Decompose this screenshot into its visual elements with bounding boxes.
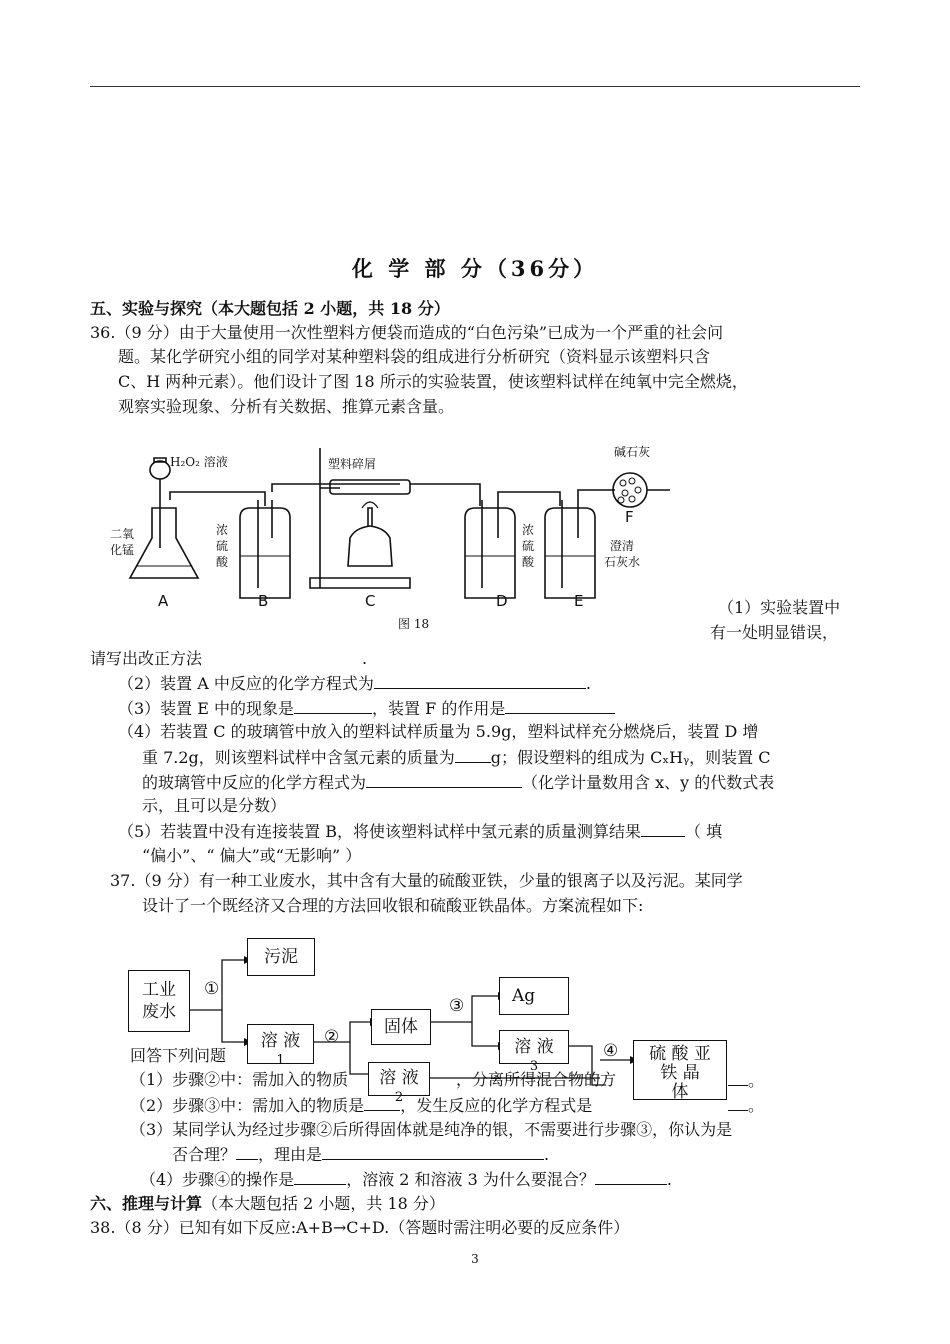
q36-intro-line3: C、H 两种元素）。他们设计了图 18 所示的实验装置，使该塑料试样在纯氧中完全燃烧， [118,372,748,391]
q36-intro-line2: 题。某化学研究小组的同学对某种塑料袋的组成进行分析研究（资料显示该塑料只含 [118,347,711,366]
q36-p4-3b: （化学计量数用含 x、y 的代数式表 [522,773,775,792]
q37-q1-tail [728,1069,764,1092]
q37-q2-b: ，发生反应的化学方程式是 [400,1096,593,1115]
q37-q4-line [140,1168,672,1191]
q37-q4-end: . [666,1170,672,1189]
bottle-d [465,508,515,598]
label-acid-d-2: 硫 [522,539,535,553]
q36-p4-line3 [142,771,774,794]
q36-p1-dot: . [362,649,368,668]
q37-q2-a: （2）步骤③中：需加入的物质是 [130,1096,365,1115]
crystal-line3: 体 [671,1082,689,1102]
q36-p4-line2 [142,746,770,769]
q37-q2-end: 。 [748,1096,765,1115]
q37-q3-1: （3）某同学认为经过步骤②后所得固体就是纯净的银，不需要进行步骤③，你认为是 [130,1120,733,1139]
label-soda-lime: 碱石灰 [614,445,651,459]
answer-blank[interactable] [236,1143,258,1160]
answer-blank[interactable] [294,697,372,714]
q37-q2-line [130,1094,592,1117]
answer-blank[interactable] [366,771,522,788]
section5-heading-rest: （本大题包括 2 小题，共 18 分） [202,299,450,318]
answer-blank[interactable] [595,1168,667,1185]
box-solution-1 [247,1024,314,1068]
label-limewater-2: 石灰水 [604,555,641,569]
figure-caption: 图 18 [398,617,430,631]
section6-heading-bold: 六、推理与计算 [90,1194,203,1213]
q37-q1-b: ，分离所得混合物的方 [456,1070,617,1089]
step-1: ① [204,979,220,999]
q37-intro-1: 37.（9 分）有一种工业废水，其中含有大量的硫酸亚铁，少量的银离子以及污泥。某同学 [110,871,743,890]
q36-p5-c: “偏小”、“ 偏大”或“无影响” ） [142,846,362,865]
box-ag: Ag [499,977,569,1015]
q36-p4-1: （4）若装置 C 的玻璃管中放入的塑料试样质量为 5.9g，塑料试样充分燃烧后，装置 D 增 [118,722,759,741]
q37-q1-end: 。 [748,1071,765,1090]
section6-heading-rest: （本大题包括 2 小题，共 18 分） [202,1194,445,1213]
step-3: ③ [449,996,465,1016]
label-plastic: 塑料碎屑 [328,457,377,471]
letter-a: A [158,592,169,610]
bottle-e [545,508,595,598]
section5-heading-bold: 五、实验与探究 [90,299,203,318]
answer-blank[interactable] [505,697,615,714]
crystal-line1: 硫 酸 亚 [649,1044,711,1064]
crystal-line2: 铁 晶 [660,1063,700,1083]
label-mno2-2: 化锰 [110,543,135,557]
label-limewater-1: 澄清 [610,539,635,553]
box-wastewater [128,970,190,1032]
section5-heading [90,298,450,320]
box-solution-2 [368,1062,430,1105]
label-mno2-1: 二氧 [110,527,135,541]
letter-d: D [496,592,508,610]
q37-intro-2: 设计了一个既经济又合理的方法回收银和硫酸亚铁晶体。方案流程如下: [142,896,644,915]
letter-c: C [365,592,376,610]
label-acid-b-2: 硫 [216,539,229,553]
alcohol-burner [348,526,392,566]
solution2-b: 2 [394,1090,404,1105]
q38-text: 38.（8 分）已知有如下反应:A+B→C+D.（答题时需注明必要的反应条件） [90,1218,630,1237]
answer-blank[interactable] [374,672,586,689]
answer-blank[interactable] [294,1168,346,1185]
bottle-b [240,508,290,598]
q36-p5-a: （5）若装置中没有连接装置 B，将使该塑料试样中氢元素的质量测算结果 [118,822,642,841]
box-sludge: 污泥 [247,938,315,976]
q36-p2: （2）装置 A 中反应的化学方程式为 [118,674,374,693]
q37-q1-a: （1）步骤②中：需加入的物质 [130,1070,349,1089]
q36-p5-b: （ 填 [685,822,723,841]
q36-p5-line [118,820,722,843]
q36-p1-c: 请写出改正方法 [90,649,203,668]
q36-p4-4: 示，且可以是分数） [142,796,287,815]
header-rule [90,86,860,87]
label-acid-b-1: 浓 [216,523,229,537]
q37-q3-end: . [544,1145,550,1164]
solution1-b: 1 [276,1053,285,1068]
answer-blank[interactable] [641,820,685,837]
box-solution-3 [499,1030,569,1074]
q37-q4-a: （4）步骤④的操作是 [140,1170,295,1189]
solution2-a: 溶 液 [379,1068,419,1088]
flask-a [130,508,198,578]
q36-p3-b: ，装置 F 的作用是 [372,699,506,718]
page-number: 3 [471,1252,479,1266]
q37-q4-b: ，溶液 2 和溶液 3 为什么要混合？ [346,1170,595,1189]
q37-q3-2a: 否合理？ [172,1145,237,1164]
combustion-tube [330,480,410,494]
answer-blank[interactable] [322,1143,544,1160]
solution3-b: 3 [529,1059,539,1074]
q36-p4-3a: 的玻璃管中反应的化学方程式为 [142,773,367,792]
solution3-a: 溶 液 [514,1037,554,1057]
step-4: ④ [603,1041,619,1061]
dropping-funnel [150,461,170,479]
letter-e: E [574,592,584,610]
answer-blank[interactable] [728,1094,748,1111]
q36-p4-2b: g；假设塑料的组成为 CₓHᵧ，则装置 C [490,748,771,767]
apparatus-figure [110,438,670,638]
step-2: ② [324,1027,340,1047]
box-crystal [633,1040,727,1100]
answer-blank[interactable] [455,746,491,763]
solution1-a: 溶 液 [260,1031,301,1051]
label-h2o2: H₂O₂ 溶液 [170,455,228,469]
q36-p4-2a: 重 7.2g，则该塑料试样中含氢元素的质量为 [142,748,455,767]
section-title: 化 学 部 分（36分） [351,256,599,281]
answer-blank[interactable] [728,1069,748,1086]
label-acid-d-3: 酸 [522,555,535,569]
letter-b: B [258,592,269,610]
q36-intro-line1: 36.（9 分）由于大量使用一次性塑料方便袋而造成的“白色污染”已成为一个严重的社会问 [90,323,724,342]
letter-f: F [625,508,634,526]
q36-p3-line [118,697,615,720]
section6-heading [90,1193,445,1215]
q36-p2-line: （2）装置 A 中反应的化学方程式为 . [118,674,592,693]
box-solid: 固体 [371,1009,431,1045]
answer-blank[interactable] [364,1094,400,1111]
q36-p3-a: （3）装置 E 中的现象是 [118,699,295,718]
q37-q2-tail [728,1094,764,1117]
q37-q3-2b: ，理由是 [258,1145,323,1164]
q36-p1-line [90,648,367,670]
label-acid-d-1: 浓 [522,523,535,537]
q36-intro-line4: 观察实验现象、分析有关数据、推算元素含量。 [118,397,455,416]
q36-p1-a: （1）实验装置中 [718,598,841,617]
wastewater-line2: 废水 [142,1002,176,1022]
q37-q3-line2 [172,1143,549,1166]
answer-prompt: 回答下列问题 [130,1046,227,1065]
wastewater-line1: 工业 [142,980,176,1000]
label-acid-b-3: 酸 [216,555,229,569]
q36-p1-b: 有一处明显错误， [710,623,839,642]
